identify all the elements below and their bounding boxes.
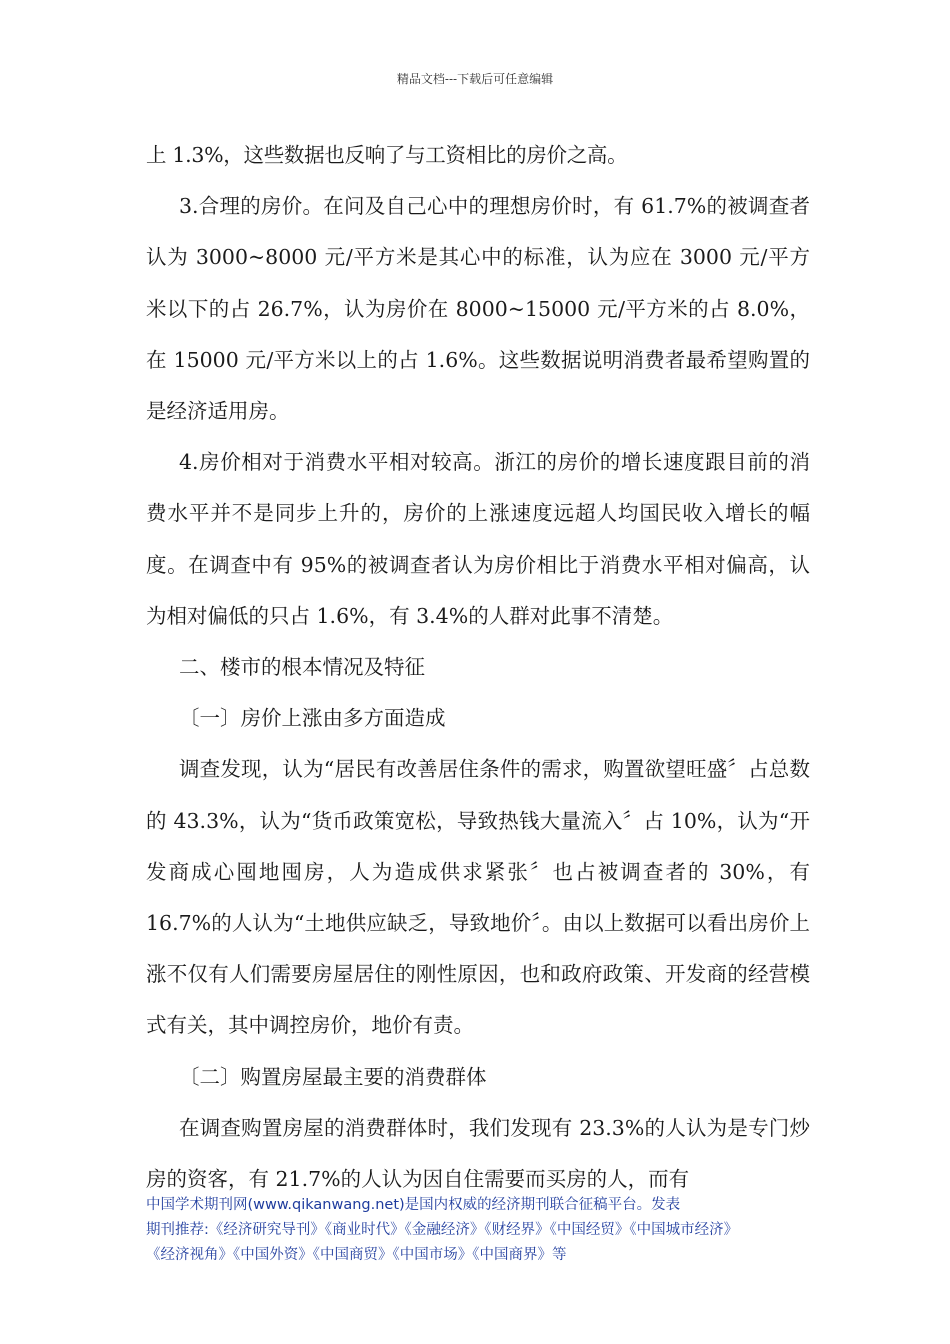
- document-body: [146, 130, 810, 1205]
- subsection-heading-price-rise: 〔一〕房价上涨由多方面造成: [179, 706, 446, 731]
- paragraph-continuation: 上 1.3%，这些数据也反响了与工资相比的房价之高。: [146, 143, 628, 167]
- paragraph-price-vs-consumption: 4.房价相对于消费水平相对较高。浙江的房价的增长速度跟目前的消费水平并不是同步上升的，房价的上涨速度远超人均国民收入增长的幅度。在调查中有 95%的被调查者认为房价相比于消费水平相对偏高，认为相对偏低的只占 1.6%，有 3.4%的人群对此事不清楚。: [146, 450, 810, 628]
- footer-advertisement: [146, 1193, 826, 1268]
- subsection-heading-consumer-group: 〔二〕购置房屋最主要的消费群体: [179, 1064, 487, 1089]
- footer-line-1: 中国学术期刊网(www.qikanwang.net)是国内权威的经济期刊联合征稿平台。发表: [146, 1197, 681, 1213]
- footer-line-3: 《经济视角》《中国外资》《中国商贸》《中国市场》《中国商界》等: [146, 1247, 567, 1263]
- paragraph-survey-findings: 调查发现，认为“居民有改善居住条件的需求，购置欲望旺盛〞占总数的 43.3%，认为“货币政策宽松，导致热钱大量流入〞占 10%，认为“开发商成心囤地囤房，人为造成供求紧张〞也占被调查者的 30%，有 16.7%的人认为“土地供应缺乏，导致地价〞。由以上数据可以看出房价上涨不仅有人们需要房屋居住的刚性原因，也和政府政策、开发商的经营模式有关，其中调控房价，地价有责。: [146, 757, 810, 1038]
- paragraph-consumer-group: 在调查购置房屋的消费群体时，我们发现有 23.3%的人认为是专门炒房的资客，有 21.7%的人认为因自住需要而买房的人，而有: [146, 1115, 810, 1192]
- section-heading-market: 二、楼市的根本情况及特征: [179, 655, 425, 680]
- footer-line-2: 期刊推荐:《经济研究导刊》《商业时代》《金融经济》《财经界》《中国经贸》《中国城市经济》: [146, 1222, 739, 1238]
- page-header: 精品文档---下载后可任意编辑: [396, 72, 554, 86]
- paragraph-reasonable-price: 3.合理的房价。在问及自己心中的理想房价时，有 61.7%的被调查者认为 3000~8000 元/平方米是其心中的标准，认为应在 3000 元/平方米以下的占 26.7%，认为房价在 8000~15000 元/平方米的占 8.0%，在 15000 元/平方米以上的占 1.6%。这些数据说明消费者最希望购置的是经济适用房。: [146, 194, 810, 424]
